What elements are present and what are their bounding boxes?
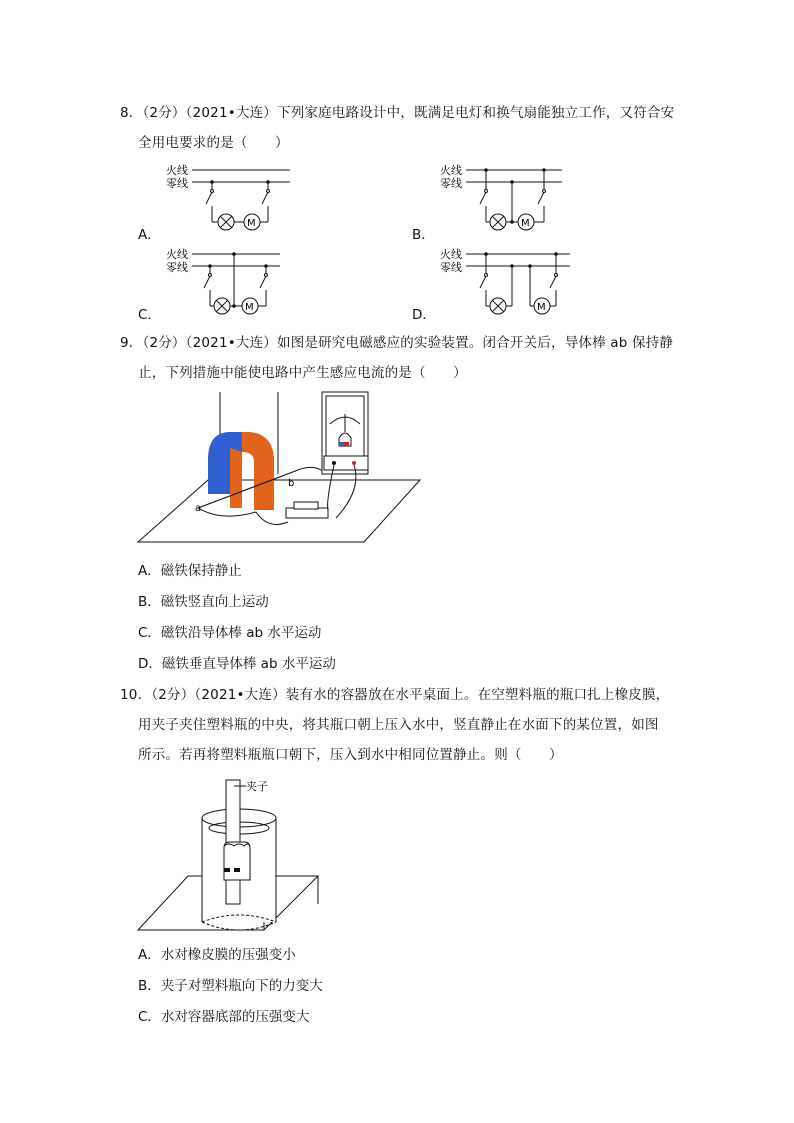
q8-option-d[interactable]: D． (412, 307, 436, 323)
neutral-wire-label: 零线 (440, 177, 462, 190)
water-container-diagram (138, 772, 328, 932)
neutral-wire-label: 零线 (166, 177, 188, 190)
q8-option-b[interactable]: B． (412, 227, 435, 243)
q8-option-a[interactable]: A． (138, 227, 161, 243)
q9-stem-line2: 止，下列措施中能使电路中产生感应电流的是（ ） (138, 365, 467, 381)
q10-option-c[interactable]: C．水对容器底部的压强变大 (138, 1009, 310, 1025)
fan-motor-symbol: M (537, 302, 546, 313)
rod-end-a-label: a (195, 503, 202, 514)
q10-stem-line3: 所示。若再将塑料瓶瓶口朝下，压入到水中相同位置静止。则（ ） (138, 747, 563, 763)
circuit-diagram-c (160, 244, 360, 324)
circuit-diagram-d (440, 244, 640, 324)
live-wire-label: 火线 (440, 248, 462, 261)
live-wire-label: 火线 (166, 164, 188, 177)
circuit-diagram-b (440, 160, 640, 240)
q10-option-b[interactable]: B．夹子对塑料瓶向下的力变大 (138, 978, 323, 994)
q9-option-c[interactable]: C．磁铁沿导体棒 ab 水平运动 (138, 625, 322, 641)
rod-end-b-label: b (288, 478, 295, 489)
q9-option-b[interactable]: B．磁铁竖直向上运动 (138, 594, 269, 610)
neutral-wire-label: 零线 (440, 261, 462, 274)
q9-option-a[interactable]: A．磁铁保持静止 (138, 563, 242, 579)
q8-stem-line1: 8．（2分）（2021•大连）下列家庭电路设计中，既满足电灯和换气扇能独立工作，又符合安 (120, 105, 675, 121)
q8-option-c[interactable]: C． (138, 307, 161, 323)
q10-stem-line1: 10．（2分）（2021•大连）装有水的容器放在水平桌面上。在空塑料瓶的瓶口扎上橡皮膜， (120, 687, 670, 703)
q9-option-d[interactable]: D．磁铁垂直导体棒 ab 水平运动 (138, 656, 336, 672)
q10-option-a[interactable]: A．水对橡皮膜的压强变小 (138, 947, 296, 963)
fan-motor-symbol: M (521, 218, 530, 229)
electromagnetic-induction-apparatus (138, 390, 428, 550)
neutral-wire-label: 零线 (166, 261, 188, 274)
plastic-bottle (224, 842, 250, 880)
q9-stem-line1: 9．（2分）（2021•大连）如图是研究电磁感应的实验装置。闭合开关后，导体棒 ab 保持静 (120, 335, 674, 351)
switch-knife (294, 502, 318, 509)
fan-motor-symbol: M (245, 302, 254, 313)
q8-stem-line2: 全用电要求的是（ ） (138, 135, 289, 151)
live-wire-label: 火线 (166, 248, 188, 261)
live-wire-label: 火线 (440, 164, 462, 177)
clip-label: 夹子 (246, 780, 268, 793)
q10-stem-line2: 用夹子夹住塑料瓶的中央，将其瓶口朝上压入水中，竖直静止在水面下的某位置，如图 (138, 717, 659, 733)
fan-motor-symbol: M (247, 218, 256, 229)
circuit-diagram-a (160, 160, 360, 240)
